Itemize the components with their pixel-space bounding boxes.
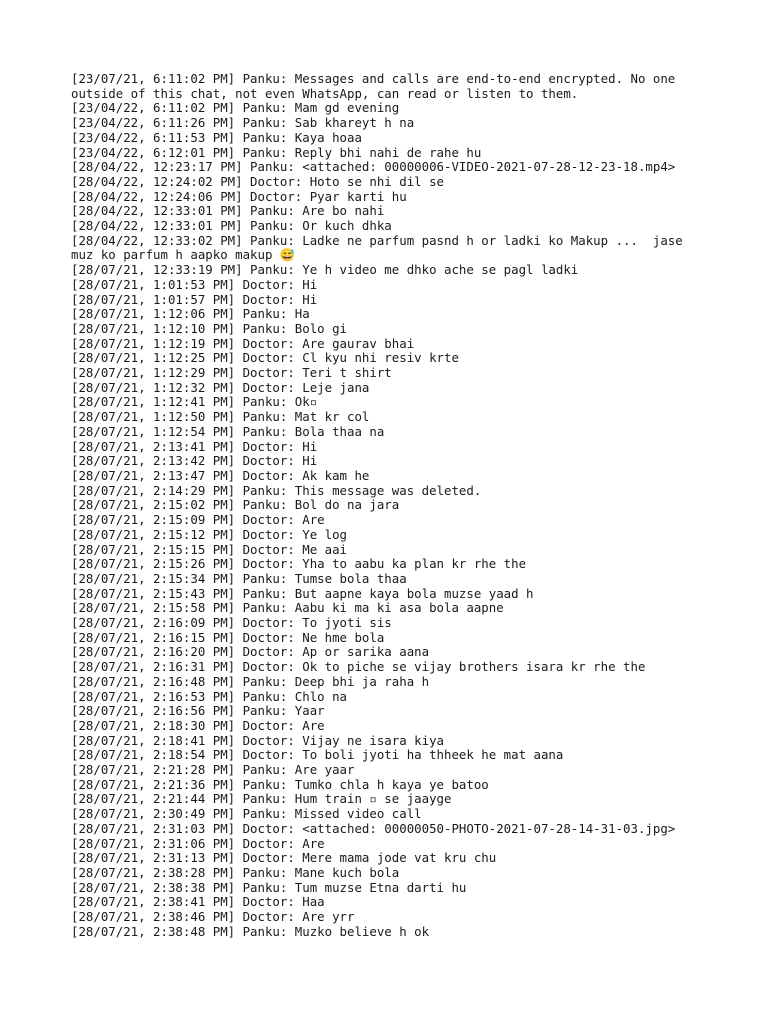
message-line: [28/07/21, 2:16:56 PM] Panku: Yaar [71, 703, 325, 719]
message-line: [28/07/21, 1:12:54 PM] Panku: Bola thaa na [71, 423, 385, 439]
message-line: [28/07/21, 2:38:28 PM] Panku: Mane kuch bola [71, 864, 400, 880]
message-line: [28/04/22, 12:33:01 PM] Panku: Are bo nahi [71, 203, 385, 219]
message-line: [28/07/21, 2:15:26 PM] Doctor: Yha to aabu ka plan kr rhe the [71, 556, 527, 572]
message-line: [28/04/22, 12:23:17 PM] Panku: <attached: 00000006-VIDEO-2021-07-28-12-23-18.mp4> [71, 159, 676, 175]
message-line: [28/07/21, 2:30:49 PM] Panku: Missed video call [71, 806, 422, 822]
message-line: [28/07/21, 2:13:47 PM] Doctor: Ak kam he [71, 467, 370, 483]
chat-transcript [71, 72, 701, 939]
message-line: [28/07/21, 1:12:32 PM] Doctor: Leje jana [71, 379, 370, 395]
message-line: [28/07/21, 2:38:48 PM] Panku: Muzko believe h ok [71, 923, 430, 939]
message-line: [28/07/21, 2:15:15 PM] Doctor: Me aai [71, 541, 348, 557]
message-line: [28/07/21, 12:33:19 PM] Panku: Ye h video me dhko ache se pagl ladki [71, 262, 579, 278]
message-line: [28/07/21, 1:12:19 PM] Doctor: Are gaurav bhai [71, 335, 415, 351]
message-line: [28/07/21, 2:16:09 PM] Doctor: To jyoti sis [71, 615, 392, 631]
message-line: [28/07/21, 2:31:13 PM] Doctor: Mere mama jode vat kru chu [71, 850, 497, 866]
message-line: [28/07/21, 1:12:10 PM] Panku: Bolo gi [71, 320, 348, 336]
message-line: [23/04/22, 6:11:26 PM] Panku: Sab khareyt h na [71, 115, 415, 131]
message-line: [28/07/21, 2:16:20 PM] Doctor: Ap or sarika aana [71, 644, 430, 660]
message-line: [28/07/21, 2:15:12 PM] Doctor: Ye log [71, 526, 348, 542]
message-line: [28/07/21, 2:38:41 PM] Doctor: Haa [71, 894, 325, 910]
message-line: [28/04/22, 12:24:06 PM] Doctor: Pyar karti hu [71, 188, 407, 204]
message-line: [28/07/21, 2:21:28 PM] Panku: Are yaar [71, 762, 355, 778]
message-line: [28/07/21, 1:01:53 PM] Doctor: Hi [71, 276, 318, 292]
message-line: [28/07/21, 2:15:09 PM] Doctor: Are [71, 512, 325, 528]
message-line: [28/07/21, 1:12:29 PM] Doctor: Teri t shirt [71, 365, 392, 381]
message-line: [28/07/21, 1:12:06 PM] Panku: Ha [71, 306, 310, 322]
message-line: [28/07/21, 2:18:54 PM] Doctor: To boli jyoti ha thheek he mat aana [71, 747, 564, 763]
message-line: [28/07/21, 2:18:41 PM] Doctor: Vijay ne isara kiya [71, 732, 444, 748]
message-line: [28/07/21, 2:18:30 PM] Doctor: Are [71, 717, 325, 733]
message-line: [28/07/21, 2:16:48 PM] Panku: Deep bhi ja raha h [71, 673, 430, 689]
message-line: [28/07/21, 2:13:41 PM] Doctor: Hi [71, 438, 318, 454]
message-line: [28/07/21, 2:38:38 PM] Panku: Tum muzse Etna darti hu [71, 879, 467, 895]
message-line: [28/07/21, 1:01:57 PM] Doctor: Hi [71, 291, 318, 307]
message-line: [28/07/21, 2:15:34 PM] Panku: Tumse bola thaa [71, 570, 407, 586]
message-line: [28/07/21, 1:12:41 PM] Panku: Ok▫ [71, 394, 318, 410]
message-line: [23/04/22, 6:12:01 PM] Panku: Reply bhi nahi de rahe hu [71, 144, 482, 160]
message-line: [28/07/21, 2:31:06 PM] Doctor: Are [71, 835, 325, 851]
message-line: [28/04/22, 12:33:01 PM] Panku: Or kuch dhka [71, 218, 392, 234]
message-line: [28/07/21, 2:16:53 PM] Panku: Chlo na [71, 688, 348, 704]
message-line: [28/07/21, 2:13:42 PM] Doctor: Hi [71, 453, 318, 469]
message-line: [28/07/21, 2:21:36 PM] Panku: Tumko chla h kaya ye batoo [71, 776, 489, 792]
message-line: [28/07/21, 2:16:15 PM] Doctor: Ne hme bola [71, 629, 385, 645]
message-line: [28/07/21, 2:21:44 PM] Panku: Hum train ▫ se jaayge [71, 791, 452, 807]
message-line: [23/04/22, 6:11:02 PM] Panku: Mam gd evening [71, 100, 400, 116]
message-line: [23/07/21, 6:11:02 PM] Panku: Messages and calls are end-to-end encrypted. No one outside of this chat, not even WhatsApp, can read or listen to them. [71, 71, 683, 101]
message-line: [28/04/22, 12:24:02 PM] Doctor: Hoto se nhi dil se [71, 173, 444, 189]
message-line: [28/07/21, 2:16:31 PM] Doctor: Ok to piche se vijay brothers isara kr rhe the [71, 659, 646, 675]
message-line: [28/07/21, 2:15:58 PM] Panku: Aabu ki ma ki asa bola aapne [71, 600, 504, 616]
message-line: [28/04/22, 12:33:02 PM] Panku: Ladke ne parfum pasnd h or ladki ko Makup ... jase muz ko parfum h aapko makup 😅 [71, 232, 691, 263]
message-line: [28/07/21, 2:31:03 PM] Doctor: <attached: 00000050-PHOTO-2021-07-28-14-31-03.jpg> [71, 820, 676, 836]
message-line: [28/07/21, 2:15:43 PM] Panku: But aapne kaya bola muzse yaad h [71, 585, 534, 601]
message-line: [28/07/21, 2:38:46 PM] Doctor: Are yrr [71, 909, 355, 925]
message-line: [28/07/21, 2:15:02 PM] Panku: Bol do na jara [71, 497, 400, 513]
message-line: [28/07/21, 2:14:29 PM] Panku: This message was deleted. [71, 482, 482, 498]
message-line: [23/04/22, 6:11:53 PM] Panku: Kaya hoaa [71, 129, 362, 145]
message-line: [28/07/21, 1:12:50 PM] Panku: Mat kr col [71, 409, 370, 425]
message-line: [28/07/21, 1:12:25 PM] Doctor: Cl kyu nhi resiv krte [71, 350, 459, 366]
